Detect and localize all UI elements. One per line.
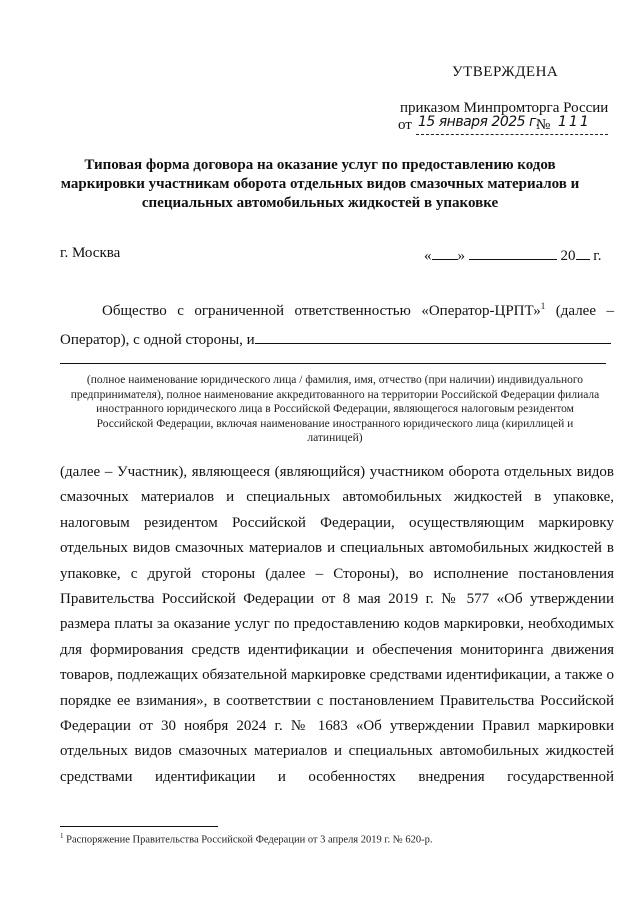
handwritten-date: 15 января 2025 г. <box>418 114 540 130</box>
approval-date-line <box>398 114 610 137</box>
date-open-quote: « <box>424 248 432 264</box>
date-close-quote: » <box>457 248 465 264</box>
number-prefix: № <box>536 117 551 133</box>
intro-continuation: (далее – Оператор), с одной стороны, и <box>60 303 614 348</box>
year-blank <box>576 245 590 260</box>
approval-heading: УТВЕРЖДЕНА <box>452 64 559 80</box>
footnote-mark: 1 <box>60 832 64 840</box>
body-paragraph: (далее – Участник), являющееся (являющийся) участником оборота отдельных видов смазочных материалов и специальных автомобильных жидкостей в упаковке, налоговым резидентом Российской Федерации, осуществляющим маркировку отдельных видов смазочных материалов и специальных автомобильных жидкостей в упаковке, с другой стороны (далее – Стороны), во исполнение постановления Правительства Российской Федерации от 8 мая 2019 г. № 577 «Об утверждении размера платы за оказание услуг по предоставлению кодов маркировки, необходимых для формирования средств идентификации и обеспечения мониторинга движения товаров, подлежащих обязательной маркировке средствами идентификации, а также о порядке ее взимания», в соответствии с постановлением Правительства Российской Федерации от 30 ноября 2024 г. № 1683 «Об утверждении Правил маркировки отдельных видов смазочных материалов и специальных автомобильных жидкостей средствами идентификации и особенностях внедрения государственной <box>60 464 614 785</box>
year-suffix: г. <box>593 248 602 264</box>
month-blank <box>469 245 557 260</box>
place-of-signing: г. Москва <box>60 245 121 261</box>
day-blank <box>432 245 458 260</box>
intro-paragraph <box>60 292 614 355</box>
participant-hint: (полное наименование юридического лица / фамилия, имя, отчество (при наличии) индивидуального предпринимателя), полное наименование аккредитованного на территории Российской Федерации филиала иностранного юридического лица в Российской Федерации, являющегося налоговым резидентом Российской Федерации, включая наименование иностранного юридического лица (кириллицей и латиницей) <box>70 374 600 444</box>
date-prefix: от <box>398 117 412 133</box>
footnote-separator <box>60 826 218 827</box>
footnote <box>60 832 600 846</box>
approval-order-text: приказом Минпромторга России <box>400 100 609 116</box>
footnote-ref: 1 <box>540 301 546 311</box>
participant-name-blank <box>255 329 611 344</box>
year-prefix: 20 <box>560 248 576 264</box>
contract-date-field <box>424 245 614 265</box>
footnote-text: Распоряжение Правительства Российской Федерации от 3 апреля 2019 г. № 620-р. <box>66 834 433 846</box>
participant-name-blank-2 <box>60 363 606 364</box>
intro-text: Общество с ограниченной ответственностью «Оператор-ЦРПТ» <box>102 303 541 319</box>
document-title: Типовая форма договора на оказание услуг по предоставлению кодов маркировки участникам оборота отдельных видов смазочных материалов и специальных автомобильных жидкостей в упаковке <box>60 157 580 211</box>
date-underline <box>416 134 608 135</box>
handwritten-number: 111 <box>558 114 591 130</box>
